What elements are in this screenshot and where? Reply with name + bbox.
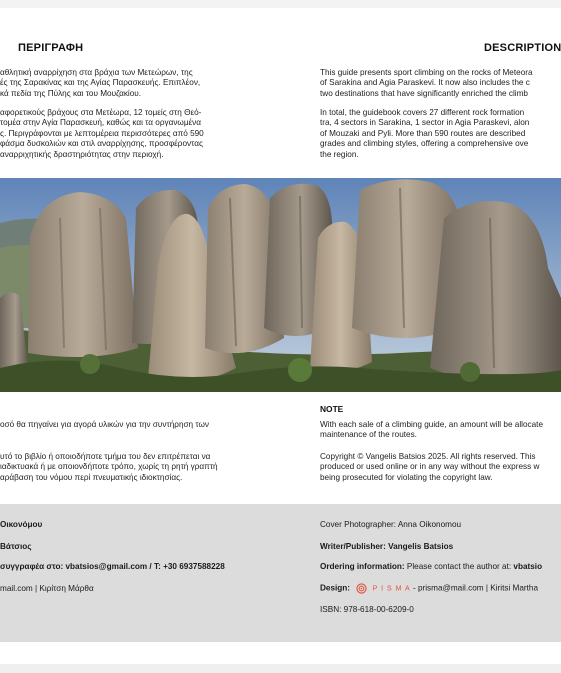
- english-copyright-paragraph: Copyright © Vangelis Batsios 2025. All rights reserved. This produced or used online or in any way without the express w being prosecuted for violating the copyright law.: [320, 452, 540, 482]
- greek-copyright-paragraph: υτό το βιβλίο ή οποιοδήποτε τμήμα του δεν επιτρέπεται να ιαδικτυακά ή με οποιονδήποτε τρόπο, χωρίς τη ρητή γραπτή αράβαση του νόμου περί πνευματικής ιδιοκτησίας.: [0, 452, 218, 482]
- greek-ordering-info: συγγραφέα στο: vbatsios@gmail.com / T: +30 6937588228: [0, 562, 225, 571]
- credits-band: [0, 504, 561, 642]
- prisma-logo-icon: [356, 583, 367, 594]
- bottom-border: [0, 664, 561, 673]
- meteora-rocks-photo: [0, 178, 561, 392]
- design-credit: [320, 583, 538, 594]
- greek-design-credit: mail.com | Κιρίτση Μάρθα: [0, 584, 94, 593]
- english-note-paragraph: With each sale of a climbing guide, an amount will be allocate maintenance of the routes.: [320, 420, 544, 440]
- english-body-paragraph: In total, the guidebook covers 27 different rock formation tra, 4 sectors in Sarakina, 1 sector in Agia Paraskevi, alon of Mouzaki and Pyli. More than 590 routes are described grades and climbing styles, offering a comprehensive ove the region.: [320, 108, 530, 159]
- isbn-value: 978-618-00-6209-0: [343, 605, 414, 614]
- writer-publisher-credit: Writer/Publisher: Vangelis Batsios: [320, 542, 454, 551]
- ordering-text: Please contact the author at:: [406, 562, 512, 571]
- photographer-credit: Cover Photographer: Anna Oikonomou: [320, 520, 462, 529]
- greek-body-paragraph: αφορετικούς βράχους στα Μετέωρα, 12 τομείς στη Θεό- τομέα στην Αγία Παρασκευή, καθώς και τα οργανωμένα ς. Περιγράφονται με λεπτομέρεια περισσότερες από 590 φάσμα δυσκολιών και στιλ αναρρίχησης, προσφέροντας αναρριχητικής δραστηριότητας στην περιοχή.: [0, 108, 204, 159]
- ordering-email: vbatsio: [513, 562, 543, 571]
- greek-photographer-credit: Οικονόμου: [0, 520, 43, 529]
- greek-note-paragraph: οσό θα πηγαίνει για αγορά υλικών για την συντήρηση των: [0, 420, 209, 429]
- top-border: [0, 0, 561, 8]
- greek-heading: ΠΕΡΙΓΡΑΦΗ: [18, 42, 84, 54]
- prisma-brand: Ρ Ι S Μ Α: [372, 585, 411, 593]
- english-intro-paragraph: This guide presents sport climbing on the rocks of Meteora of Sarakina and Agia Paraskevi. It now also includes the c two destinations that have significantly enriched the climb: [320, 68, 533, 98]
- greek-writer-credit: Βάτσιος: [0, 542, 32, 551]
- greek-intro-paragraph: αθλητική αναρρίχηση στα βράχια των Μετεώρων, της ές της Σαρακίνας και της Αγίας Παρασκευής. Επιπλέον, κά πεδία της Πύλης και του Μουζακίου.: [0, 68, 201, 98]
- guidebook-spread: [0, 8, 561, 672]
- english-heading: DESCRIPTION: [484, 42, 561, 54]
- isbn-label: ISBN:: [320, 605, 342, 614]
- isbn-line: [320, 605, 414, 614]
- ordering-label: Ordering information:: [320, 562, 405, 571]
- design-label: Design:: [320, 583, 351, 593]
- design-contact: - prisma@mail.com | Kiritsi Martha: [412, 583, 539, 593]
- note-heading: NOTE: [320, 404, 344, 414]
- ordering-info: [320, 562, 542, 571]
